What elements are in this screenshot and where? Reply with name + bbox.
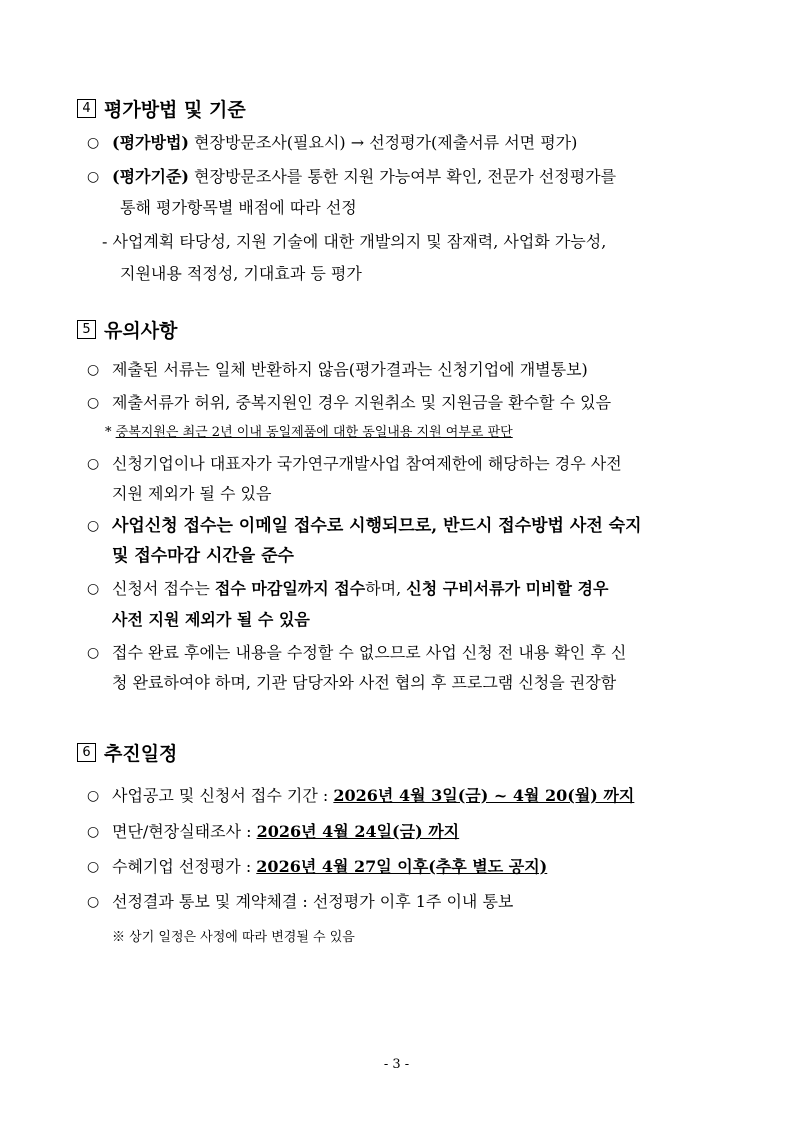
bullet-circle: ○ [87,395,100,411]
schedule-item-evaluation [112,857,547,877]
bullet-circle: ○ [87,518,100,534]
schedule-item-application [112,786,634,806]
eval-items-dash-line2: 지원내용 적정성, 기대효과 등 평가 [120,264,362,283]
notice-item-5-part-d: 신청 구비서류가 미비할 경우 [406,579,609,598]
bullet-circle: ○ [87,456,100,472]
schedule-value: 2026년 4월 3일(금) ~ 4월 20(월) 까지 [333,786,635,805]
note-asterisk: * [105,425,112,440]
notice-item-4-line1: 사업신청 접수는 이메일 접수로 시행되므로, 반드시 접수방법 사전 숙지 [112,516,642,536]
section-4-heading [77,95,246,122]
bullet-circle: ○ [87,824,100,840]
section-number-box: 6 [77,743,96,762]
bullet-circle: ○ [87,169,100,185]
note-text: 중복지원은 최근 2년 이내 동일제품에 대한 동일내용 지원 여부로 판단 [115,425,513,440]
notice-item-5-part-b: 접수 마감일까지 접수 [214,579,366,598]
bullet-circle: ○ [87,135,100,151]
notice-item-2: 제출서류가 허위, 중복지원인 경우 지원취소 및 지원금을 환수할 수 있음 [112,393,612,412]
notice-item-5-part-c: 하며, [365,579,407,598]
notice-item-6-line1: 접수 완료 후에는 내용을 수정할 수 없으므로 사업 신청 전 내용 확인 후 신 [112,643,627,662]
eval-criteria-text: 현장방문조사를 통한 지원 가능여부 확인, 전문가 선정평가를 [188,167,617,186]
schedule-label: 면단/현장실태조사 : [112,822,257,841]
bullet-circle: ○ [87,788,100,804]
schedule-item-interview [112,822,459,842]
schedule-value: 2026년 4월 24일(금) 까지 [256,822,460,841]
bullet-circle: ○ [87,645,100,661]
eval-method-text: 현장방문조사(필요시) → 선정평가(제출서류 서면 평가) [188,133,578,152]
page-number: - 3 - [383,1057,410,1072]
schedule-value: 2026년 4월 27일 이후(추후 별도 공지) [256,857,548,876]
notice-item-4-line2: 및 접수마감 시간을 준수 [112,546,294,566]
eval-method-item [112,133,577,153]
notice-item-3-line2: 지원 제외가 될 수 있음 [112,484,272,503]
bullet-circle: ○ [87,581,100,597]
schedule-label: 수혜기업 선정평가 : [112,857,257,876]
notice-item-5-part-a: 신청서 접수는 [112,579,215,598]
section-title: 유의사항 [104,320,178,342]
eval-criteria-cont: 통해 평가항목별 배점에 따라 선정 [120,198,357,217]
eval-criteria-item [112,167,616,187]
bullet-circle: ○ [87,362,100,378]
eval-items-dash-line1: - 사업계획 타당성, 지원 기술에 대한 개발의지 및 잠재력, 사업화 가능성, [102,232,607,251]
section-number-box: 5 [77,320,96,339]
section-title: 평가방법 및 기준 [104,99,246,121]
notice-item-1: 제출된 서류는 일체 반환하지 않음(평가결과는 신청기업에 개별통보) [112,360,588,379]
duplicate-support-note [105,425,513,441]
notice-item-5-line1 [112,579,608,599]
notice-item-5-line2: 사전 지원 제외가 될 수 있음 [112,610,310,629]
section-6-heading [77,739,177,766]
eval-method-label: (평가방법) [112,133,189,152]
section-title: 추진일정 [104,743,178,765]
notice-item-3-line1: 신청기업이나 대표자가 국가연구개발사업 참여제한에 해당하는 경우 사전 [112,454,622,473]
bullet-circle: ○ [87,859,100,875]
schedule-item-result: 선정결과 통보 및 계약체결 : 선정평가 이후 1주 이내 통보 [112,892,514,911]
notice-item-6-line2: 청 완료하여야 하며, 기관 담당자와 사전 협의 후 프로그램 신청을 권장함 [112,673,617,692]
section-5-heading [77,316,177,343]
schedule-note: ※ 상기 일정은 사정에 따라 변경될 수 있음 [112,930,355,945]
schedule-label: 사업공고 및 신청서 접수 기간 : [112,786,334,805]
bullet-circle: ○ [87,894,100,910]
eval-criteria-label: (평가기준) [112,167,189,186]
section-number-box: 4 [77,99,96,118]
